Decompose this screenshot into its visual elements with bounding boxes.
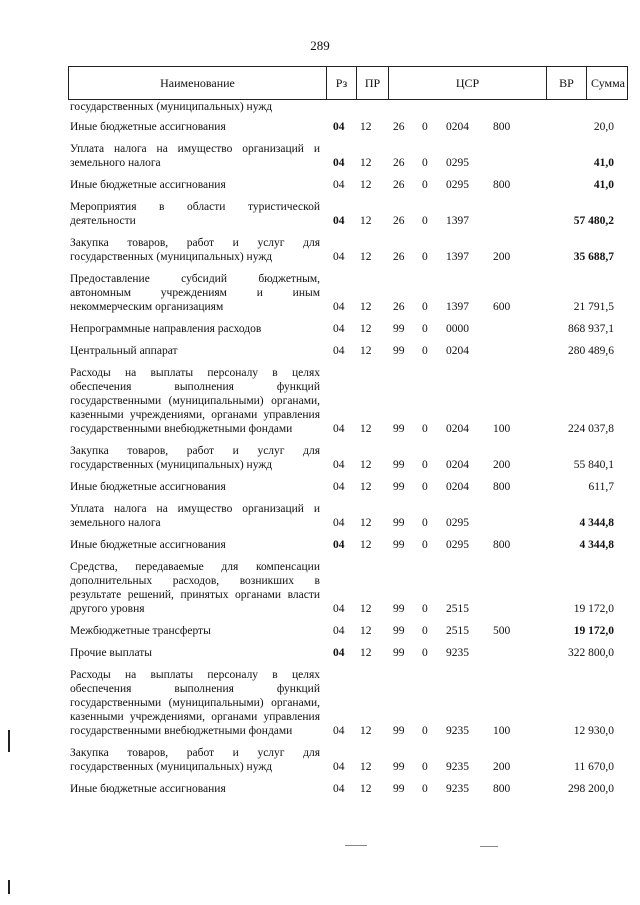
row-sum: 11 670,0 xyxy=(574,761,614,773)
scan-speck xyxy=(480,846,498,847)
scan-margin-mark xyxy=(8,880,10,894)
table-row xyxy=(0,200,640,228)
row-csr-program: 26 xyxy=(393,251,405,263)
row-csr-sub: 0 xyxy=(422,345,428,357)
row-pr: 12 xyxy=(360,603,372,615)
table-row xyxy=(0,178,640,192)
table-row xyxy=(0,538,640,552)
row-csr-code: 1397 xyxy=(446,301,469,313)
table-row xyxy=(0,236,640,264)
row-csr-sub: 0 xyxy=(422,179,428,191)
row-rz: 04 xyxy=(333,251,345,263)
table-row xyxy=(0,272,640,314)
row-rz: 04 xyxy=(333,647,345,659)
row-rz: 04 xyxy=(333,157,345,169)
row-sum: 611,7 xyxy=(588,481,614,493)
row-vr: 600 xyxy=(493,301,511,313)
table-row xyxy=(0,746,640,774)
row-name: Иные бюджетные ассигнования xyxy=(70,179,226,191)
row-name: Расходы на выплаты персоналу в целях обеспечения выполнения функций государственными (муниципальными) органами, казенными учреждениями, органами управления государственными внебюджетными фондами xyxy=(70,367,320,435)
table-row xyxy=(0,366,640,436)
row-pr: 12 xyxy=(360,423,372,435)
row-name: Предоставление субсидий бюджетным, автономным учреждениям и иным некоммерческим организациям xyxy=(70,273,320,313)
header-name: Наименование xyxy=(160,76,235,90)
table-row xyxy=(0,624,640,638)
row-rz: 04 xyxy=(333,459,345,471)
row-csr-sub: 0 xyxy=(422,121,428,133)
row-sum: 868 937,1 xyxy=(568,323,614,335)
row-vr: 500 xyxy=(493,625,511,637)
row-name: Иные бюджетные ассигнования xyxy=(70,481,226,493)
row-vr: 100 xyxy=(493,725,511,737)
row-rz: 04 xyxy=(333,539,345,551)
row-pr: 12 xyxy=(360,345,372,357)
row-csr-sub: 0 xyxy=(422,157,428,169)
row-sum: 19 172,0 xyxy=(573,603,614,615)
row-csr-program: 26 xyxy=(393,179,405,191)
row-csr-sub: 0 xyxy=(422,783,428,795)
table-row xyxy=(0,782,640,796)
row-sum: 298 200,0 xyxy=(568,783,614,795)
row-csr-sub: 0 xyxy=(422,603,428,615)
row-sum: 4 344,8 xyxy=(579,539,614,551)
row-csr-code: 1397 xyxy=(446,215,469,227)
row-name: Прочие выплаты xyxy=(70,647,153,659)
row-csr-code: 0204 xyxy=(446,481,469,493)
row-csr-sub: 0 xyxy=(422,517,428,529)
row-rz: 04 xyxy=(333,121,345,133)
row-rz: 04 xyxy=(333,345,345,357)
table-row xyxy=(0,100,640,114)
row-sum: 224 037,8 xyxy=(568,423,614,435)
row-sum: 20,0 xyxy=(593,121,614,133)
row-sum: 55 840,1 xyxy=(573,459,614,471)
row-csr-program: 26 xyxy=(393,157,405,169)
row-csr-sub: 0 xyxy=(422,323,428,335)
table-row xyxy=(0,444,640,472)
table-row xyxy=(0,668,640,738)
header-sum: Сумма xyxy=(586,67,629,99)
row-csr-code: 9235 xyxy=(446,783,469,795)
row-csr-program: 99 xyxy=(393,423,405,435)
row-csr-program: 99 xyxy=(393,323,405,335)
table-row xyxy=(0,502,640,530)
row-name: Центральный аппарат xyxy=(70,345,178,357)
row-pr: 12 xyxy=(360,157,372,169)
row-vr: 100 xyxy=(493,423,511,435)
row-csr-sub: 0 xyxy=(422,647,428,659)
row-sum: 4 344,8 xyxy=(579,517,614,529)
row-sum: 21 791,5 xyxy=(573,301,614,313)
row-csr-sub: 0 xyxy=(422,481,428,493)
row-csr-sub: 0 xyxy=(422,725,428,737)
row-csr-program: 99 xyxy=(393,539,405,551)
row-csr-sub: 0 xyxy=(422,215,428,227)
table-row xyxy=(0,120,640,134)
row-csr-program: 26 xyxy=(393,121,405,133)
row-csr-code: 0204 xyxy=(446,121,469,133)
page-number: 289 xyxy=(310,38,330,53)
header-pr: ПР xyxy=(356,67,388,99)
row-rz: 04 xyxy=(333,179,345,191)
header-vr: ВР xyxy=(546,67,586,99)
row-csr-program: 99 xyxy=(393,725,405,737)
row-rz: 04 xyxy=(333,301,345,313)
row-csr-code: 1397 xyxy=(446,251,469,263)
row-csr-code: 2515 xyxy=(446,603,469,615)
row-name: Уплата налога на имущество организаций и земельного налога xyxy=(70,143,320,169)
row-pr: 12 xyxy=(360,459,372,471)
row-csr-program: 99 xyxy=(393,647,405,659)
row-csr-program: 99 xyxy=(393,783,405,795)
row-csr-code: 2515 xyxy=(446,625,469,637)
table-row xyxy=(0,646,640,660)
row-sum: 280 489,6 xyxy=(568,345,614,357)
row-csr-code: 0000 xyxy=(446,323,469,335)
row-pr: 12 xyxy=(360,647,372,659)
table-header xyxy=(68,66,628,100)
row-pr: 12 xyxy=(360,725,372,737)
row-csr-sub: 0 xyxy=(422,459,428,471)
row-rz: 04 xyxy=(333,323,345,335)
row-rz: 04 xyxy=(333,215,345,227)
row-csr-code: 0295 xyxy=(446,539,469,551)
row-vr: 800 xyxy=(493,179,511,191)
table-row xyxy=(0,322,640,336)
row-name: Непрограммные направления расходов xyxy=(70,323,262,335)
row-vr: 800 xyxy=(493,481,511,493)
row-csr-program: 26 xyxy=(393,301,405,313)
row-csr-code: 0204 xyxy=(446,345,469,357)
row-name: Мероприятия в области туристической деятельности xyxy=(70,201,320,227)
table-row xyxy=(0,142,640,170)
row-csr-program: 99 xyxy=(393,603,405,615)
row-name: Средства, передаваемые для компенсации дополнительных расходов, возникших в результате решений, принятых органами власти другого уровня xyxy=(70,561,320,615)
row-name: Закупка товаров, работ и услуг для государственных (муниципальных) нужд xyxy=(70,747,320,773)
row-rz: 04 xyxy=(333,481,345,493)
row-csr-sub: 0 xyxy=(422,761,428,773)
header-csr: ЦСР xyxy=(388,67,546,99)
row-pr: 12 xyxy=(360,179,372,191)
row-pr: 12 xyxy=(360,761,372,773)
row-sum: 12 930,0 xyxy=(573,725,614,737)
row-csr-code: 0295 xyxy=(446,517,469,529)
row-vr: 200 xyxy=(493,251,511,263)
row-name: Расходы на выплаты персоналу в целях обеспечения выполнения функций государственными (муниципальными) органами, казенными учреждениями, органами управления государственными внебюджетными фондами xyxy=(70,669,320,737)
row-pr: 12 xyxy=(360,323,372,335)
row-csr-code: 0295 xyxy=(446,179,469,191)
row-name: Иные бюджетные ассигнования xyxy=(70,539,226,551)
row-rz: 04 xyxy=(333,783,345,795)
row-name: Межбюджетные трансферты xyxy=(70,625,211,637)
row-csr-program: 99 xyxy=(393,761,405,773)
row-pr: 12 xyxy=(360,121,372,133)
row-sum: 41,0 xyxy=(593,157,614,169)
row-name: Закупка товаров, работ и услуг для государственных (муниципальных) нужд xyxy=(70,445,320,471)
row-csr-code: 9235 xyxy=(446,761,469,773)
scan-margin-mark xyxy=(8,730,10,752)
row-csr-program: 99 xyxy=(393,345,405,357)
row-pr: 12 xyxy=(360,301,372,313)
row-vr: 800 xyxy=(493,121,511,133)
row-rz: 04 xyxy=(333,517,345,529)
row-vr: 800 xyxy=(493,539,511,551)
row-sum: 322 800,0 xyxy=(568,647,614,659)
row-pr: 12 xyxy=(360,481,372,493)
table-row xyxy=(0,480,640,494)
row-vr: 200 xyxy=(493,459,511,471)
table-row xyxy=(0,344,640,358)
row-csr-code: 9235 xyxy=(446,725,469,737)
row-sum: 35 688,7 xyxy=(573,251,614,263)
row-csr-sub: 0 xyxy=(422,251,428,263)
row-rz: 04 xyxy=(333,725,345,737)
row-pr: 12 xyxy=(360,215,372,227)
row-csr-program: 26 xyxy=(393,215,405,227)
row-pr: 12 xyxy=(360,783,372,795)
row-rz: 04 xyxy=(333,761,345,773)
row-pr: 12 xyxy=(360,539,372,551)
row-csr-sub: 0 xyxy=(422,301,428,313)
row-csr-program: 99 xyxy=(393,517,405,529)
row-pr: 12 xyxy=(360,251,372,263)
row-csr-sub: 0 xyxy=(422,625,428,637)
scan-speck xyxy=(345,845,367,846)
row-vr: 800 xyxy=(493,783,511,795)
row-rz: 04 xyxy=(333,625,345,637)
row-name: Уплата налога на имущество организаций и земельного налога xyxy=(70,503,320,529)
row-csr-program: 99 xyxy=(393,625,405,637)
row-csr-sub: 0 xyxy=(422,423,428,435)
row-csr-code: 0295 xyxy=(446,157,469,169)
row-rz: 04 xyxy=(333,603,345,615)
row-sum: 19 172,0 xyxy=(573,625,614,637)
row-name: Иные бюджетные ассигнования xyxy=(70,121,226,133)
row-pr: 12 xyxy=(360,517,372,529)
row-pr: 12 xyxy=(360,625,372,637)
row-name: государственных (муниципальных) нужд xyxy=(70,101,273,113)
row-name: Закупка товаров, работ и услуг для государственных (муниципальных) нужд xyxy=(70,237,320,263)
table-row xyxy=(0,560,640,616)
row-vr: 200 xyxy=(493,761,511,773)
row-csr-program: 99 xyxy=(393,459,405,471)
row-sum: 57 480,2 xyxy=(573,215,614,227)
row-csr-program: 99 xyxy=(393,481,405,493)
row-name: Иные бюджетные ассигнования xyxy=(70,783,226,795)
header-rz: Рз xyxy=(326,67,356,99)
table-body xyxy=(0,100,640,804)
row-csr-code: 9235 xyxy=(446,647,469,659)
row-sum: 41,0 xyxy=(593,179,614,191)
row-csr-code: 0204 xyxy=(446,459,469,471)
row-csr-sub: 0 xyxy=(422,539,428,551)
row-csr-code: 0204 xyxy=(446,423,469,435)
row-rz: 04 xyxy=(333,423,345,435)
